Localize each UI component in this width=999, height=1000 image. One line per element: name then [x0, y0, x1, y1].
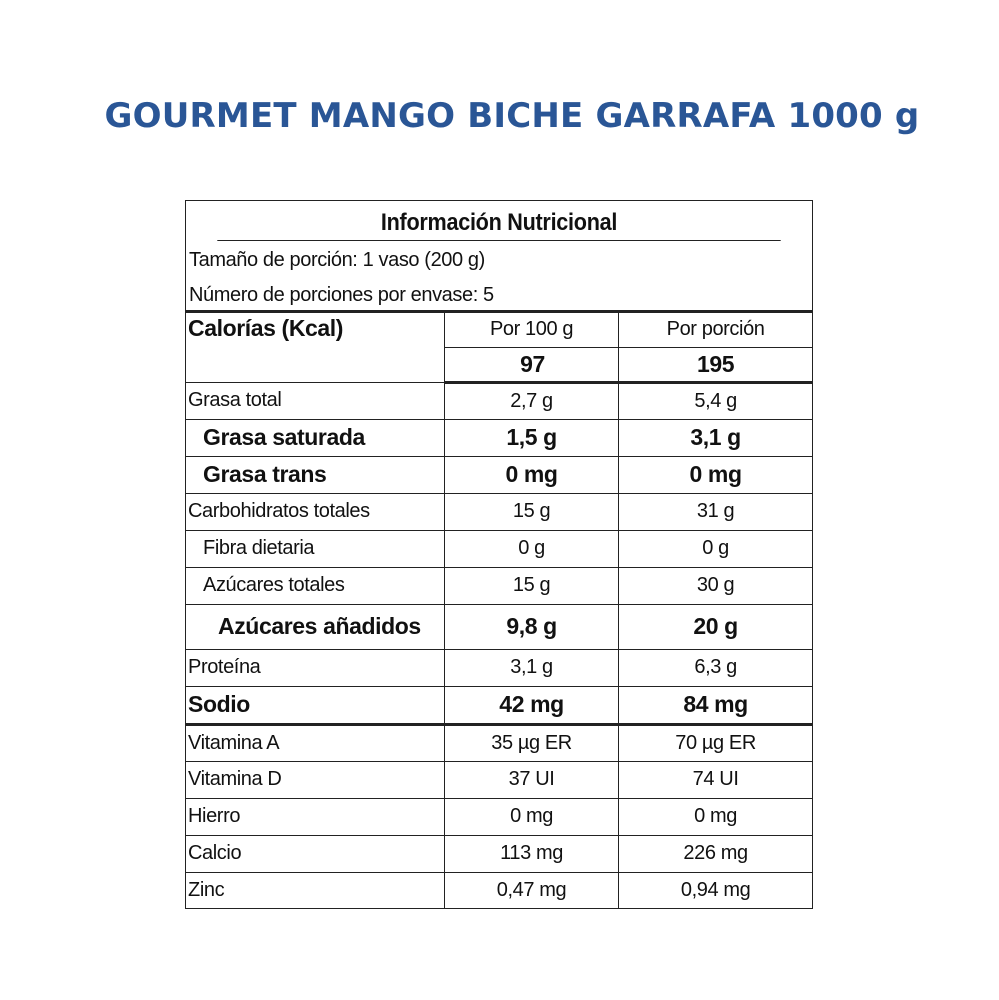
calories-per-portion: 195: [619, 347, 812, 382]
nutrient-value-per-100g: 0 mg: [444, 456, 618, 493]
nutrient-row: [186, 798, 812, 835]
nutrient-value-per-portion: 3,1 g: [619, 419, 812, 456]
nutrient-row: [186, 456, 812, 493]
nutrient-value-per-portion: 20 g: [619, 604, 812, 649]
column-header-per-portion: Por porción: [619, 313, 812, 347]
nutrient-value-per-100g: 42 mg: [444, 686, 618, 724]
nutrient-value-per-100g: 0 mg: [444, 798, 618, 835]
calories-header-row: [186, 313, 812, 347]
nutrient-row: [186, 724, 812, 761]
nutrient-value-per-portion: 30 g: [619, 567, 812, 604]
nutrient-name: Vitamina A: [186, 724, 444, 761]
nutrient-value-per-100g: 0 g: [444, 530, 618, 567]
nutrient-value-per-portion: 70 µg ER: [619, 724, 812, 761]
column-header-per-100g: Por 100 g: [444, 313, 618, 347]
serving-size: Tamaño de porción: 1 vaso (200 g): [189, 249, 485, 271]
nutrient-value-per-portion: 0 mg: [619, 798, 812, 835]
nutrient-row: [186, 604, 812, 649]
nutrition-facts-panel: [185, 200, 813, 909]
nutrient-value-per-100g: 0,47 mg: [444, 872, 618, 909]
nutrient-row: [186, 419, 812, 456]
nutrient-value-per-100g: 3,1 g: [444, 649, 618, 686]
nutrient-name: Proteína: [186, 649, 444, 686]
nutrient-value-per-100g: 2,7 g: [444, 382, 618, 419]
nutrient-row: [186, 649, 812, 686]
product-title: GOURMET MANGO BICHE GARRAFA 1000 g: [104, 96, 920, 136]
nutrient-row: [186, 382, 812, 419]
nutrient-row: [186, 530, 812, 567]
nutrient-value-per-portion: 226 mg: [619, 835, 812, 872]
nutrient-name: Azúcares totales: [186, 567, 444, 604]
nutrient-name: Azúcares añadidos: [186, 604, 444, 649]
nutrient-row: [186, 761, 812, 798]
nutrient-value-per-portion: 84 mg: [619, 686, 812, 724]
nutrient-value-per-100g: 1,5 g: [444, 419, 618, 456]
nutrition-table: [186, 313, 812, 909]
nutrient-row: [186, 835, 812, 872]
nutrient-value-per-100g: 113 mg: [444, 835, 618, 872]
nutrient-name: Hierro: [186, 798, 444, 835]
servings-per-container: Número de porciones por envase: 5: [186, 276, 812, 313]
nutrient-value-per-portion: 0 mg: [619, 456, 812, 493]
nutrient-value-per-100g: 15 g: [444, 493, 618, 530]
nutrient-name: Vitamina D: [186, 761, 444, 798]
nutrient-value-per-portion: 74 UI: [619, 761, 812, 798]
nutrient-value-per-100g: 35 µg ER: [444, 724, 618, 761]
nutrient-value-per-portion: 6,3 g: [619, 649, 812, 686]
nutrient-row: [186, 872, 812, 909]
nutrient-name: Grasa total: [186, 382, 444, 419]
nutrition-heading: Información Nutricional: [217, 201, 780, 241]
nutrient-value-per-portion: 5,4 g: [619, 382, 812, 419]
nutrient-row: [186, 567, 812, 604]
nutrient-name: Sodio: [186, 686, 444, 724]
nutrient-row: [186, 686, 812, 724]
nutrient-name: Zinc: [186, 872, 444, 909]
nutrient-value-per-100g: 9,8 g: [444, 604, 618, 649]
nutrient-value-per-100g: 37 UI: [444, 761, 618, 798]
calories-per-100g: 97: [444, 347, 618, 382]
calories-label: Calorías (Kcal): [186, 313, 444, 382]
nutrient-name: Grasa saturada: [186, 419, 444, 456]
nutrient-value-per-portion: 0,94 mg: [619, 872, 812, 909]
nutrient-row: [186, 493, 812, 530]
nutrient-value-per-portion: 31 g: [619, 493, 812, 530]
nutrient-value-per-portion: 0 g: [619, 530, 812, 567]
nutrient-name: Fibra dietaria: [186, 530, 444, 567]
nutrient-name: Carbohidratos totales: [186, 493, 444, 530]
nutrient-value-per-100g: 15 g: [444, 567, 618, 604]
nutrient-name: Calcio: [186, 835, 444, 872]
nutrient-name: Grasa trans: [186, 456, 444, 493]
